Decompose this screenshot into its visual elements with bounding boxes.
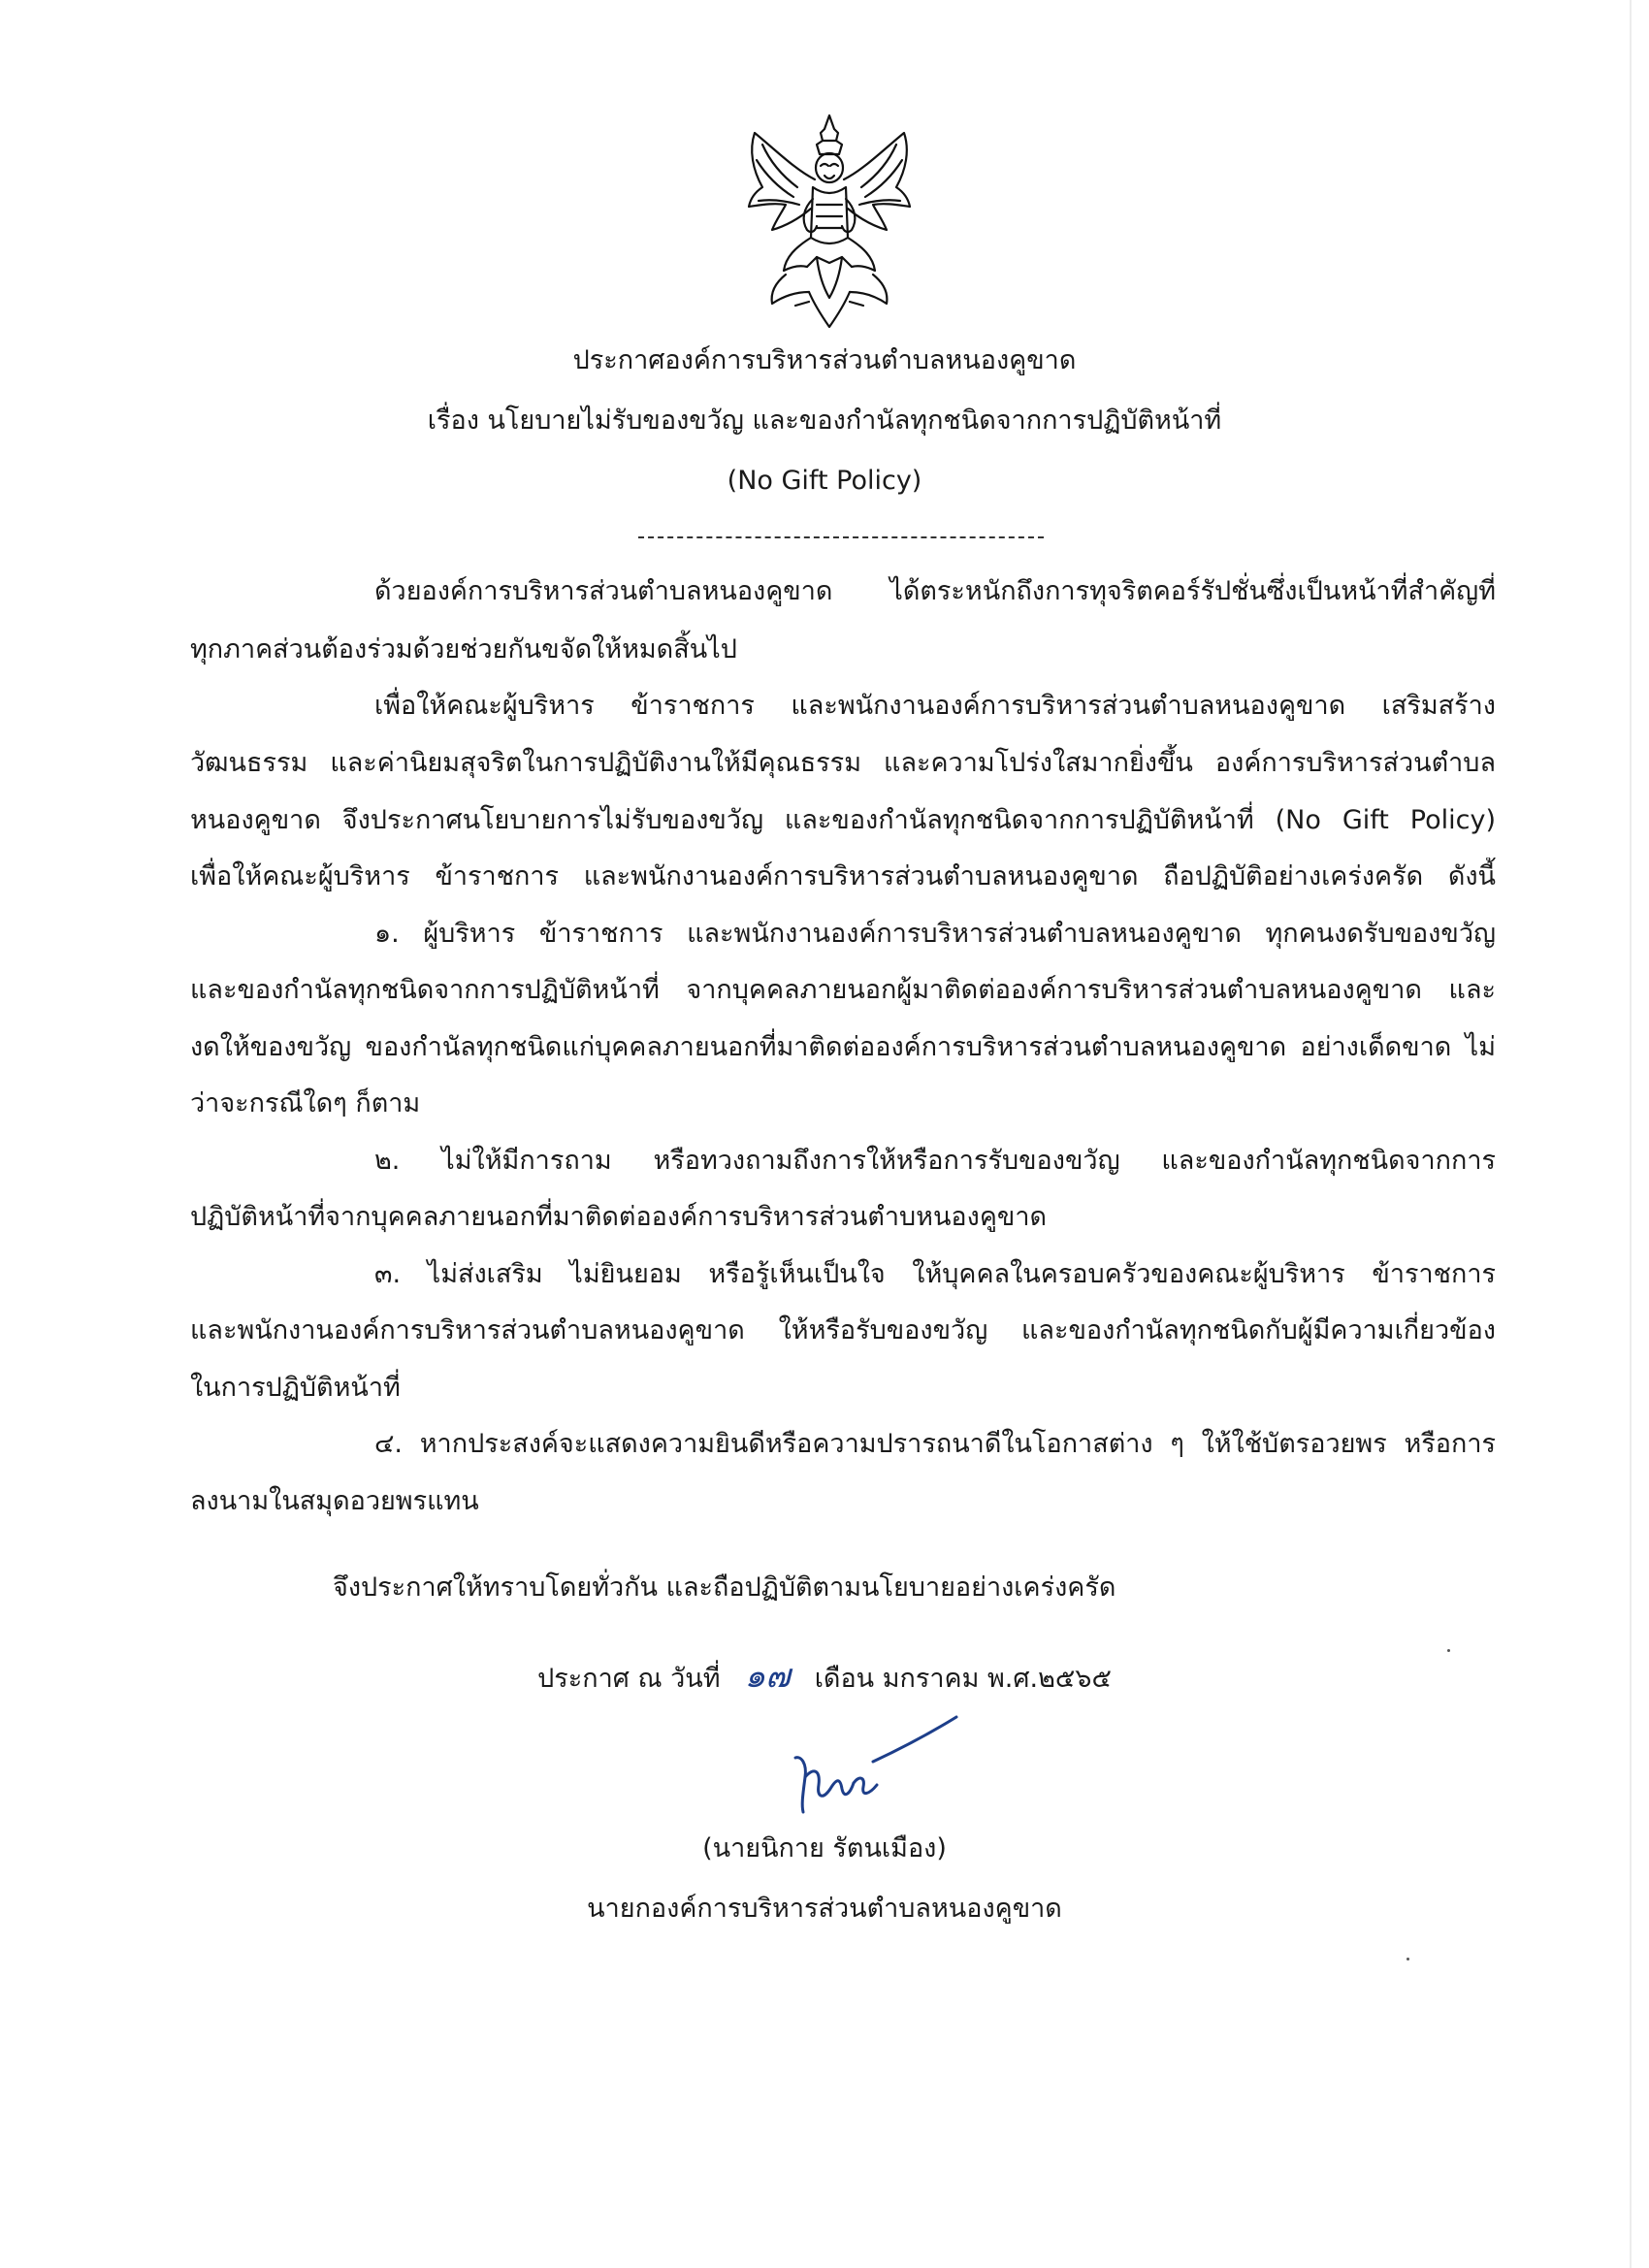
item-3-line-1: ๓. ไม่ส่งเสริม ไม่ยินยอม หรือรู้เห็นเป็นใจ ให้บุคคลในครอบครัวของคณะผู้บริหาร ข้าราชการ bbox=[374, 1259, 1496, 1289]
item-2-line-2: ปฏิบัติหน้าที่จากบุคคลภายนอกที่มาติดต่อองค์การบริหารส่วนตำบหนองคูขาด bbox=[190, 1202, 1048, 1232]
announcement-date bbox=[0, 1657, 1649, 1699]
scan-speck bbox=[1447, 1649, 1450, 1652]
paragraph-2-line-3: หนองคูขาด จึงประกาศนโยบายการไม่รับของขวัญ และของกำนัลทุกชนิดจากการปฏิบัติหน้าที่ (No Gift Policy) bbox=[190, 805, 1496, 835]
subject-line: เรื่อง นโยบายไม่รับของขวัญ และของกำนัลทุกชนิดจากการปฏิบัติหน้าที่ bbox=[427, 405, 1222, 436]
signatory-position: นายกองค์การบริหารส่วนตำบลหนองคูขาด bbox=[587, 1894, 1062, 1924]
paragraph-2-line-4: เพื่อให้คณะผู้บริหาร ข้าราชการ และพนักงานองค์การบริหารส่วนตำบลหนองคูขาด ถือปฏิบัติอย่างเคร่งครัด ดังนี้ bbox=[190, 861, 1496, 891]
signatory-name: (นายนิกาย รัตนเมือง) bbox=[702, 1833, 947, 1863]
paragraph-2-line-2: วัฒนธรรม และค่านิยมสุจริตในการปฏิบัติงานให้มีคุณธรรม และความโปร่งใสมากยิ่งขึ้น องค์การบริหารส่วนตำบล bbox=[190, 748, 1496, 778]
policy-english-name: (No Gift Policy) bbox=[727, 466, 922, 496]
item-3-line-2: และพนักงานองค์การบริหารส่วนตำบลหนองคูขาด ให้หรือรับของขวัญ และของกำนัลทุกชนิดกับผู้มีความเกี่ยวข้อง bbox=[190, 1315, 1496, 1345]
announcement-title: ประกาศองค์การบริหารส่วนตำบลหนองคูขาด bbox=[572, 345, 1077, 375]
paragraph-2-line-1: เพื่อให้คณะผู้บริหาร ข้าราชการ และพนักงานองค์การบริหารส่วนตำบลหนองคูขาด เสริมสร้าง bbox=[374, 691, 1496, 721]
date-day-handwritten: ๑๗ bbox=[744, 1657, 791, 1696]
item-4-line-1: ๔. หากประสงค์จะแสดงความยินดีหรือความปรารถนาดีในโอกาสต่าง ๆ ให้ใช้บัตรอวยพร หรือการ bbox=[374, 1429, 1496, 1459]
date-month-year: เดือน มกราคม พ.ศ.๒๕๖๕ bbox=[814, 1664, 1112, 1694]
item-1-line-1: ๑. ผู้บริหาร ข้าราชการ และพนักงานองค์การบริหารส่วนตำบลหนองคูขาด ทุกคนงดรับของขวัญ bbox=[374, 919, 1496, 949]
closing-statement: จึงประกาศให้ทราบโดยทั่วกัน และถือปฏิบัติตามนโยบายอย่างเคร่งครัด bbox=[333, 1572, 1116, 1603]
item-3-line-3: ในการปฏิบัติหน้าที่ bbox=[190, 1373, 401, 1403]
item-1-line-4: ว่าจะกรณีใดๆ ก็ตาม bbox=[190, 1088, 421, 1118]
paragraph-1-line-1: ด้วยองค์การบริหารส่วนตำบลหนองคูขาด ได้ตระหนักถึงการทุจริตคอร์รัปชั่นซึ่งเป็นหน้าที่สำคัญที่ bbox=[374, 576, 1496, 606]
scan-speck bbox=[1406, 1958, 1409, 1960]
date-prefix: ประกาศ ณ วันที่ bbox=[537, 1664, 721, 1694]
item-1-line-2: และของกำนัลทุกชนิดจากการปฏิบัติหน้าที่ จากบุคคลภายนอกผู้มาติดต่อองค์การบริหารส่วนตำบลหนองคูขาด และ bbox=[190, 975, 1496, 1005]
header-separator bbox=[638, 536, 1044, 538]
item-2-line-1: ๒. ไม่ให้มีการถาม หรือทวงถามถึงการให้หรือการรับของขวัญ และของกำนัลทุกชนิดจากการ bbox=[374, 1146, 1496, 1176]
handwritten-signature bbox=[776, 1700, 970, 1826]
item-1-line-3: งดให้ของขวัญ ของกำนัลทุกชนิดแก่บุคคลภายนอกที่มาติดต่อองค์การบริหารส่วนตำบลหนองคูขาด อย่างเด็ดขาด ไม่ bbox=[190, 1032, 1496, 1062]
item-4-line-2: ลงนามในสมุดอวยพรแทน bbox=[190, 1486, 479, 1516]
garuda-emblem-icon bbox=[728, 112, 931, 335]
paragraph-1-line-2: ทุกภาคส่วนต้องร่วมด้วยช่วยกันขจัดให้หมดสิ้นไป bbox=[190, 634, 737, 664]
